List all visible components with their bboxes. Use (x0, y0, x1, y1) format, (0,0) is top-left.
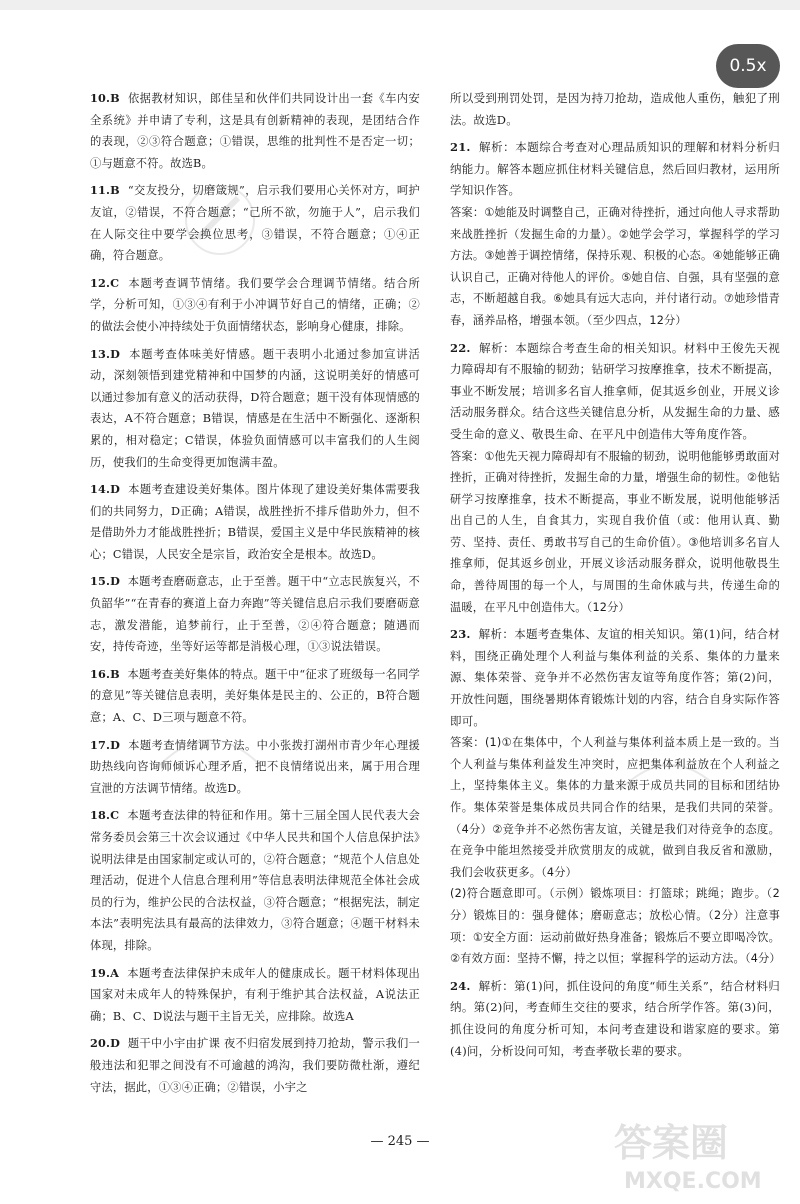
watermark-line2: MXQE.COM (624, 1169, 762, 1194)
zoom-level-badge[interactable]: 0.5x (716, 44, 780, 88)
explanation-paragraph (90, 273, 420, 338)
explanation-paragraph (90, 88, 420, 174)
explanation-text: 解析：本题综合考查对心理品质知识的理解和材料分析归纳能力。解答本题应抓住材料关键信息，然后回归教材，运用所学知识作答。 (450, 140, 780, 198)
question-number: 14.D (90, 482, 121, 497)
explanation-paragraph (90, 805, 420, 956)
explanation-paragraph (90, 571, 420, 657)
top-strip (0, 0, 800, 10)
explanation-paragraph (450, 137, 780, 202)
right-answer-item (450, 88, 780, 131)
left-answer-item (90, 88, 420, 174)
right-column (450, 88, 780, 1068)
watermark-line1: 答案圈 (614, 1121, 729, 1165)
question-number: 22. (450, 340, 471, 355)
left-answer-item (90, 479, 420, 565)
answer-paragraph: 答案：(1)①在集体中，个人利益与集体利益本质上是一致的。当个人利益与集体利益发生冲突时，应把集体利益放在个人利益之上，坚持集体主义。集体的力量来源于成员共同的目标和团结协作。集体荣誉是集体成员共同合作的结果，是我们共同的荣誉。（4分）②竞争并不必然伤害友谊，关键是我们对待竞争的态度。在竞争中能坦然接受并欣赏朋友的成就，做到自我反省和激励，我们会收获更多。（4分） (450, 736, 780, 879)
question-number: 23. (450, 627, 471, 642)
explanation-text: 依据教材知识，郎佳呈和伙伴们共同设计出一套《车内安全系统》并申请了专利，这是具有创新精神的表现，是团结合作的表现，②③符合题意；①错误，思维的批判性不是否定一切；①与题意不符。故选B。 (90, 92, 420, 170)
left-answer-item (90, 344, 420, 474)
explanation-text: 本题考查法律的特征和作用。第十三届全国人民代表大会常务委员会第三十次会议通过《中华人民共和国个人信息保护法》说明法律是由国家制定或认可的，②符合题意；“规范个人信息处理活动，促进个人信息合理利用”等信息表明法律规范全体社会成员的行为，维护公民的合法权益，③符合题意；“根据宪法，制定本法”表明宪法具有最高的法律效力，③符合题意；④题干材料未体现，排除。 (90, 809, 420, 952)
explanation-paragraph (90, 963, 420, 1028)
question-number: 24. (450, 978, 471, 993)
question-number: 10.B (90, 91, 120, 105)
answer-paragraph: 答案：①她能及时调整自己，正确对待挫折，通过向他人寻求帮助来战胜挫折（发掘生命的力量）。②她学会学习，掌握科学的学习方法。③她善于调控情绪，保持乐观、积极的心态。④她能够正确认识自己，正确对待他人的评价。⑤她自信、自强，具有坚强的意志，不断超越自我。⑥她具有远大志向，并付诸行动。⑦她珍惜青春，涵养品格，增强本领。（至少四点，12分） (450, 205, 780, 327)
watermark-logo (608, 1112, 778, 1194)
explanation-text: 所以受到刑罚处罚，是因为持刀抢劫，造成他人重伤，触犯了刑法。故选D。 (450, 91, 780, 127)
question-number: 19.A (90, 965, 120, 980)
answer-paragraph: 答案：①他先天视力障碍却有不服输的韧劲，说明他能够勇敢面对挫折，正确对待挫折，发掘生命的力量，增强生命的韧性。②他钻研学习按摩推拿，技术不断提高，事业不断发展，说明他能够活出自己的人生，自食其力，实现自我价值（或：他用认真、勤劳、坚持、责任、勇敢书写自己的生命价值）。③他培训多名盲人推拿师，促其返乡创业，开展义诊活动服务群众，说明他敬畏生命，善待周围的每一个人，与周围的生命休戚与共，传递生命的温暖，在平凡中创造伟大。（12分） (450, 449, 780, 614)
explanation-text: 本题考查建设美好集体。图片体现了建设美好集体需要我们的共同努力，D正确；A错误，战胜挫折不排斥借助外力，但不是借助外力才能战胜挫折；B错误，爱国主义是中华民族精神的核心；C错误，人民安全是宗旨，政治安全是根本。故选D。 (90, 483, 420, 561)
question-number: 11.B (90, 183, 120, 198)
question-number: 20.D (90, 1036, 121, 1051)
explanation-paragraph (90, 344, 420, 474)
question-number: 17.D (90, 737, 121, 752)
explanation-text: 解析：第(1)问，抓住设问的角度“师生关系”，结合材料归纳。第(2)问，考查师生交往的要求，结合所学作答。第(3)问，抓住设问的角度分析可知，本问考查建设和谐家庭的要求。第(4)问，分析设问可知，考查孝敬长辈的要求。 (450, 978, 780, 1058)
right-answer-item (450, 976, 780, 1062)
question-number: 16.B (90, 666, 120, 681)
right-answer-item (450, 338, 780, 619)
explanation-text: 解析：本题综合考查生命的相关知识。材料中王俊先天视力障碍却有不服输的韧劲；钻研学习按摩推拿，技术不断提高，事业不断发展；培训多名盲人推拿师，促其返乡创业，开展义诊活动服务群众。结合这些关键信息分析，从发掘生命的力量、感受生命的意义、敬畏生命、在平凡中创造伟大等角度作答。 (450, 340, 780, 441)
question-number: 13.D (90, 346, 121, 361)
faint-seal-icon (150, 715, 270, 775)
explanation-paragraph (450, 338, 780, 446)
explanation-text: 本题考查磨砺意志，止于至善。题干中“立志民族复兴，不负韶华”“在青春的赛道上奋力奔跑”等关键信息启示我们要磨砺意志，激发潜能，追梦前行，止于至善，②④符合题意；随遇而安，持传奇迹，坐等好运等都是消极心理，①③说法错误。 (90, 575, 420, 654)
left-answer-item (90, 805, 420, 956)
left-answer-item (90, 1033, 420, 1098)
explanation-text: 题干中小宇由扩课 夜不归宿发展到持刀抢劫，警示我们一般违法和犯罪之间没有不可逾越的鸿沟，我们要防微杜渐，遵纪守法，据此，①③④正确；②错误，小宇之 (90, 1037, 420, 1094)
left-answer-item (90, 273, 420, 338)
explanation-text: “交友投分，切磨箴规”，启示我们要用心关怀对方，呵护友谊，②错误，不符合题意；“己所不欲，勿施于人”，启示我们在人际交往中要学会换位思考，③错误，不符合题意；①④正确，符合题意。 (90, 184, 421, 263)
answer-subparagraph: (2)符合题意即可。（示例）锻炼项目：打篮球；跳绳；跑步。（2分）锻炼目的：强身健体；磨砺意志；放松心情。（2分）注意事项：①安全方面：运动前做好热身准备；锻炼后不要立即喝冷饮。②有效方面：坚持不懈，持之以恒；掌握科学的运动方法。（4分） (450, 887, 781, 966)
explanation-paragraph (450, 624, 780, 732)
left-answer-item (90, 963, 420, 1028)
explanation-text: 本题考查体味美好情感。题干表明小北通过参加宣讲活动，深刻领悟到建党精神和中国梦的内涵，这说明美好的情感可以通过参加有意义的活动获得，D符合题意；题干没有体现情感的表达，A不符合题意；B错误，情感是在生活中不断强化、逐渐积累的，相对稳定；C错误，体验负面情感可以丰富我们的人生阅历，使我们的生命变得更加饱满丰盈。 (90, 347, 420, 469)
explanation-text: 本题考查调节情绪。我们要学会合理调节情绪。结合所学，分析可知，①③④有利于小冲调节好自己的情绪，正确；②的做法会使小冲持续处于负面情绪状态，影响身心健康，排除。 (90, 276, 420, 333)
faint-seal-icon (610, 740, 730, 800)
question-number: 21. (450, 140, 471, 155)
explanation-paragraph (90, 479, 420, 565)
explanation-paragraph (450, 88, 780, 131)
faint-stamp-icon (180, 180, 260, 260)
question-number: 12.C (90, 275, 120, 290)
explanation-text: 本题考查情绪调节方法。中小张拨打湖州市青少年心理援助热线向咨询师倾诉心理矛盾，把不良情绪说出来，属于用合理宣泄的方法调节情绪。故选D。 (90, 738, 420, 795)
explanation-paragraph (450, 976, 780, 1062)
right-answer-item (450, 137, 780, 331)
page-number: — 245 — (370, 1134, 430, 1149)
explanation-text: 解析：本题考查集体、友谊的相关知识。第(1)问，结合材料，围绕正确处理个人利益与集体利益的关系、集体的力量来源、集体荣誉、竞争并不必然伤害友谊等角度作答；第(2)问，开放性问题，围绕暑期体育锻炼计划的内容，结合自身实际作答即可。 (450, 627, 781, 728)
question-number: 15.D (90, 574, 121, 589)
left-answer-item (90, 571, 420, 657)
explanation-paragraph (90, 1033, 420, 1098)
explanation-text: 本题考查美好集体的特点。题干中“征求了班级每一名同学的意见”等关键信息表明，美好集体是民主的、公正的，B符合题意；A、C、D三项与题意不符。 (90, 667, 420, 725)
explanation-text: 本题考查法律保护未成年人的健康成长。题干材料体现出国家对未成年人的特殊保护，有利于维护其合法权益，A说法正确；B、C、D说法与题干主旨无关，应排除。故选A (90, 966, 420, 1023)
question-number: 18.C (90, 808, 120, 823)
